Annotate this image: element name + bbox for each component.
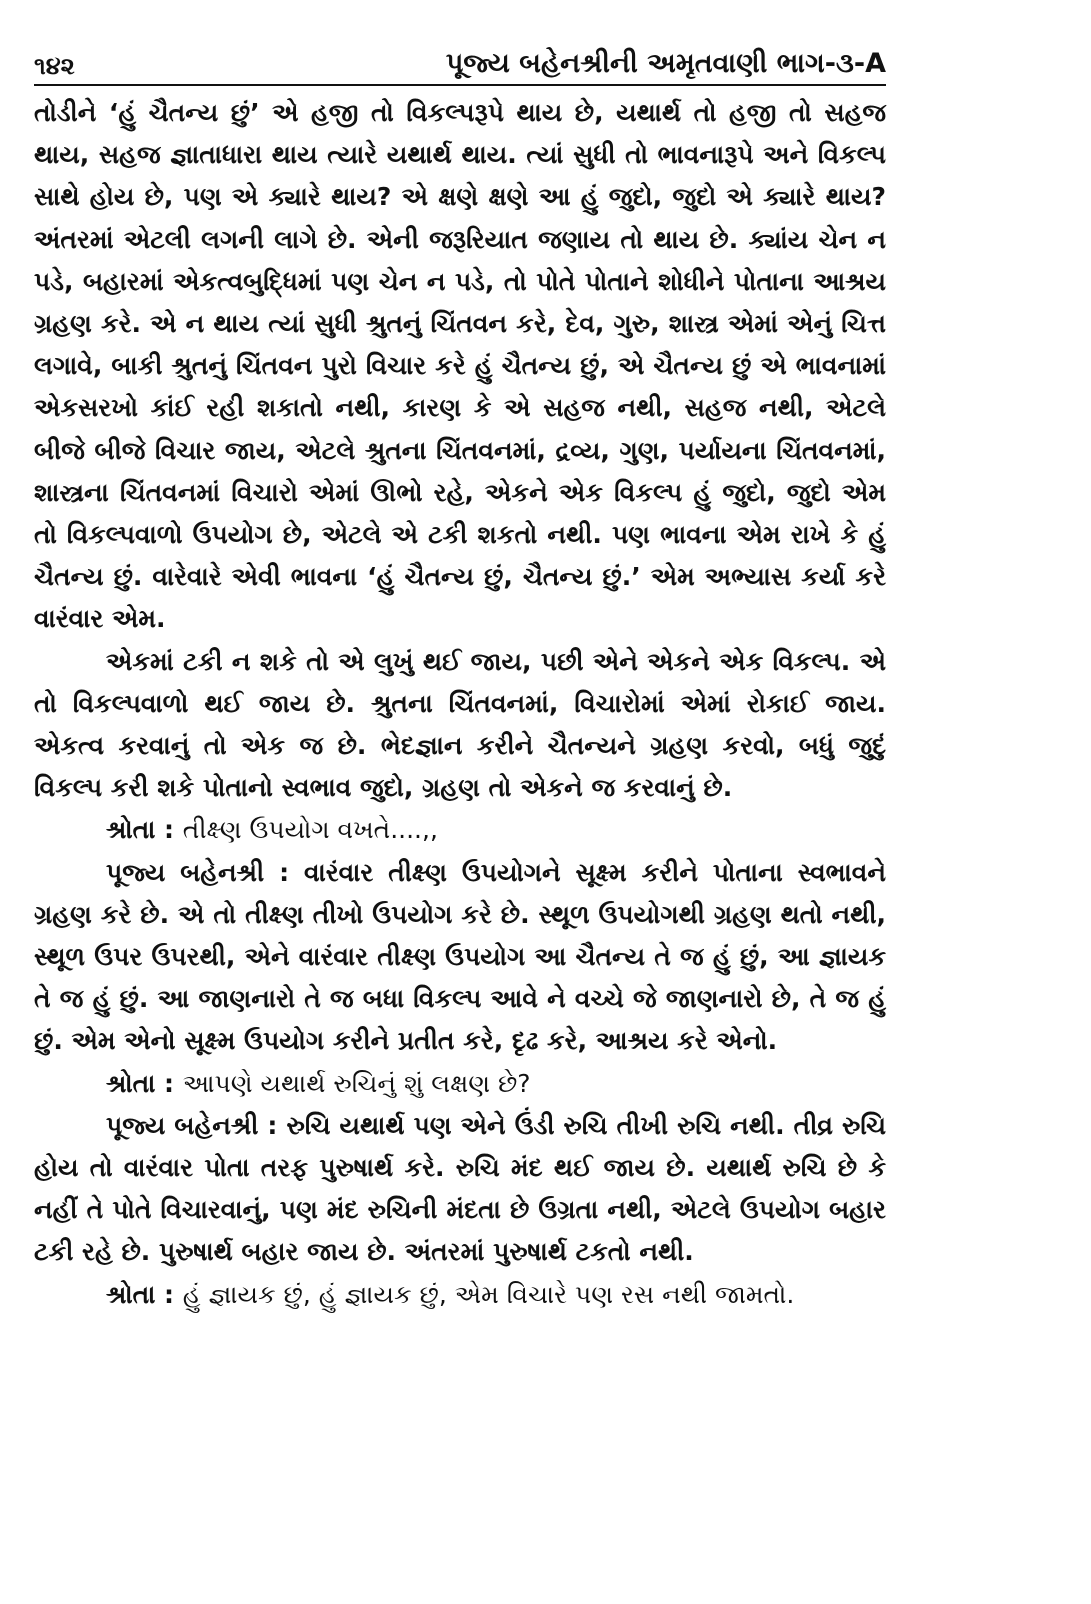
question-1: [34, 809, 886, 851]
paragraph-2: એકમાં ટકી ન શકે તો એ લુખું થઈ જાય, પછી એને એકને એક વિકલ્પ. એ તો વિકલ્પવાળો થઈ જાય છે. શ્રુતના ચિંતવનમાં, વિચારોમાં એમાં રોકાઈ જાય. એકત્વ કરવાનું તો એક જ છે. ભેદજ્ઞાન કરીને ચૈતન્યને ગ્રહણ કરવો, બધું જુદું વિકલ્પ કરી શકે પોતાનો સ્વભાવ જુદો, ગ્રહણ તો એકને જ કરવાનું છે.: [34, 646, 886, 803]
answer-1: [34, 852, 886, 1063]
page-body: [34, 92, 886, 1316]
answer-text: વારંવાર તીક્ષ્ણ ઉપયોગને સૂક્ષ્મ કરીને પોતાના સ્વભાવને ગ્રહણ કરે છે. એ તો તીક્ષ્ણ તીખો ઉપયોગ કરે છે. સ્થૂળ ઉપયોગથી ગ્રહણ થતો નથી, સ્થૂળ ઉપર ઉપરથી, એને વારંવાર તીક્ષ્ણ ઉપયોગ આ ચૈતન્ય તે જ હું છું, આ જ્ઞાયક તે જ હું છું. આ જાણનારો તે જ બધા વિકલ્પ આવે ને વચ્ચે જે જાણનારો છે, તે જ હું છું. એમ એનો સૂક્ષ્મ ઉપયોગ કરીને પ્રતીત કરે, દૃઢ કરે, આશ્રય કરે એનો.: [34, 857, 886, 1056]
paragraph-1: તોડીને ‘હું ચૈતન્ય છું’ એ હજી તો વિકલ્પરૂપે થાય છે, યથાર્થ તો હજી તો સહજ થાય, સહજ જ્ઞાતાધારા થાય ત્યારે યથાર્થ થાય. ત્યાં સુધી તો ભાવનારૂપે અને વિકલ્પ સાથે હોય છે, પણ એ ક્યારે થાય? એ ક્ષણે ક્ષણે આ હું જુદો, જુદો એ ક્યારે થાય? અંતરમાં એટલી લગની લાગે છે. એની જરૂરિયાત જણાય તો થાય છે. ક્યાંય ચેન ન પડે, બહારમાં એકત્વબુદ્ધિમાં પણ ચેન ન પડે, તો પોતે પોતાને શોધીને પોતાના આશ્રય ગ્રહણ કરે. એ ન થાય ત્યાં સુધી શ્રુતનું ચિંતવન કરે, દેવ, ગુરુ, શાસ્ત્ર એમાં એનું ચિત્ત લગાવે, બાકી શ્રુતનું ચિંતવન પુરો વિચાર કરે હું ચૈતન્ય છું, એ ચૈતન્ય છું એ ભાવનામાં એકસરખો કાંઈ રહી શકાતો નથી, કારણ કે એ સહજ નથી, સહજ નથી, એટલે બીજે બીજે વિચાર જાય, એટલે શ્રુતના ચિંતવનમાં, દ્રવ્ય, ગુણ, પર્યાયના ચિંતવનમાં, શાસ્ત્રના ચિંતવનમાં વિચારો એમાં ઊભો રહે, એકને એક વિકલ્પ હું જુદો, જુદો એમ તો વિકલ્પવાળો ઉપયોગ છે, એટલે એ ટકી શકતો નથી. પણ ભાવના એમ રાખે કે હું ચૈતન્ય છું. વારેવારે એવી ભાવના ‘હું ચૈતન્ય છું, ચૈતન્ય છું.’ એમ અભ્યાસ કર્યા કરે વારંવાર એમ.: [34, 98, 886, 634]
question-2: [34, 1063, 886, 1105]
question-text: આપણે યથાર્થ રુચિનું શું લક્ષણ છે?: [182, 1068, 531, 1098]
running-title: પૂજ્ય બહેનશ્રીની અમૃતવાણી ભાગ-૩-A: [445, 48, 886, 79]
question-text: તીક્ષ્ણ ઉપયોગ વખતે....,,: [182, 815, 438, 845]
speaker-label: શ્રોતા :: [106, 1068, 175, 1098]
question-text: હું જ્ઞાયક છું, હું જ્ઞાયક છું, એમ વિચારે પણ રસ નથી જામતો.: [182, 1279, 795, 1309]
speaker-label: શ્રોતા :: [106, 815, 175, 845]
page-number: ૧૪૨: [34, 52, 75, 80]
answer-text: રુચિ યથાર્થ પણ એને ઉંડી રુચિ તીખી રુચિ નથી. તીવ્ર રુચિ હોય તો વારંવાર પોતા તરફ પુરુષાર્થ કરે. રુચિ મંદ થઈ જાય છે. યથાર્થ રુચિ છે કે નહીં તે પોતે વિચારવાનું, પણ મંદ રુચિની મંદતા છે ઉગ્રતા નથી, એટલે ઉપયોગ બહાર ટકી રહે છે. પુરુષાર્થ બહાર જાય છે. અંતરમાં પુરુષાર્થ ટકતો નથી.: [34, 1110, 886, 1267]
speaker-label: પૂજ્ય બહેનશ્રી :: [106, 857, 290, 887]
answer-2: [34, 1105, 886, 1274]
speaker-label: શ્રોતા :: [106, 1279, 175, 1309]
question-3: [34, 1274, 886, 1316]
page-header: [34, 40, 886, 86]
speaker-label: પૂજ્ય બહેનશ્રી :: [106, 1110, 278, 1140]
book-page: [34, 40, 886, 1316]
